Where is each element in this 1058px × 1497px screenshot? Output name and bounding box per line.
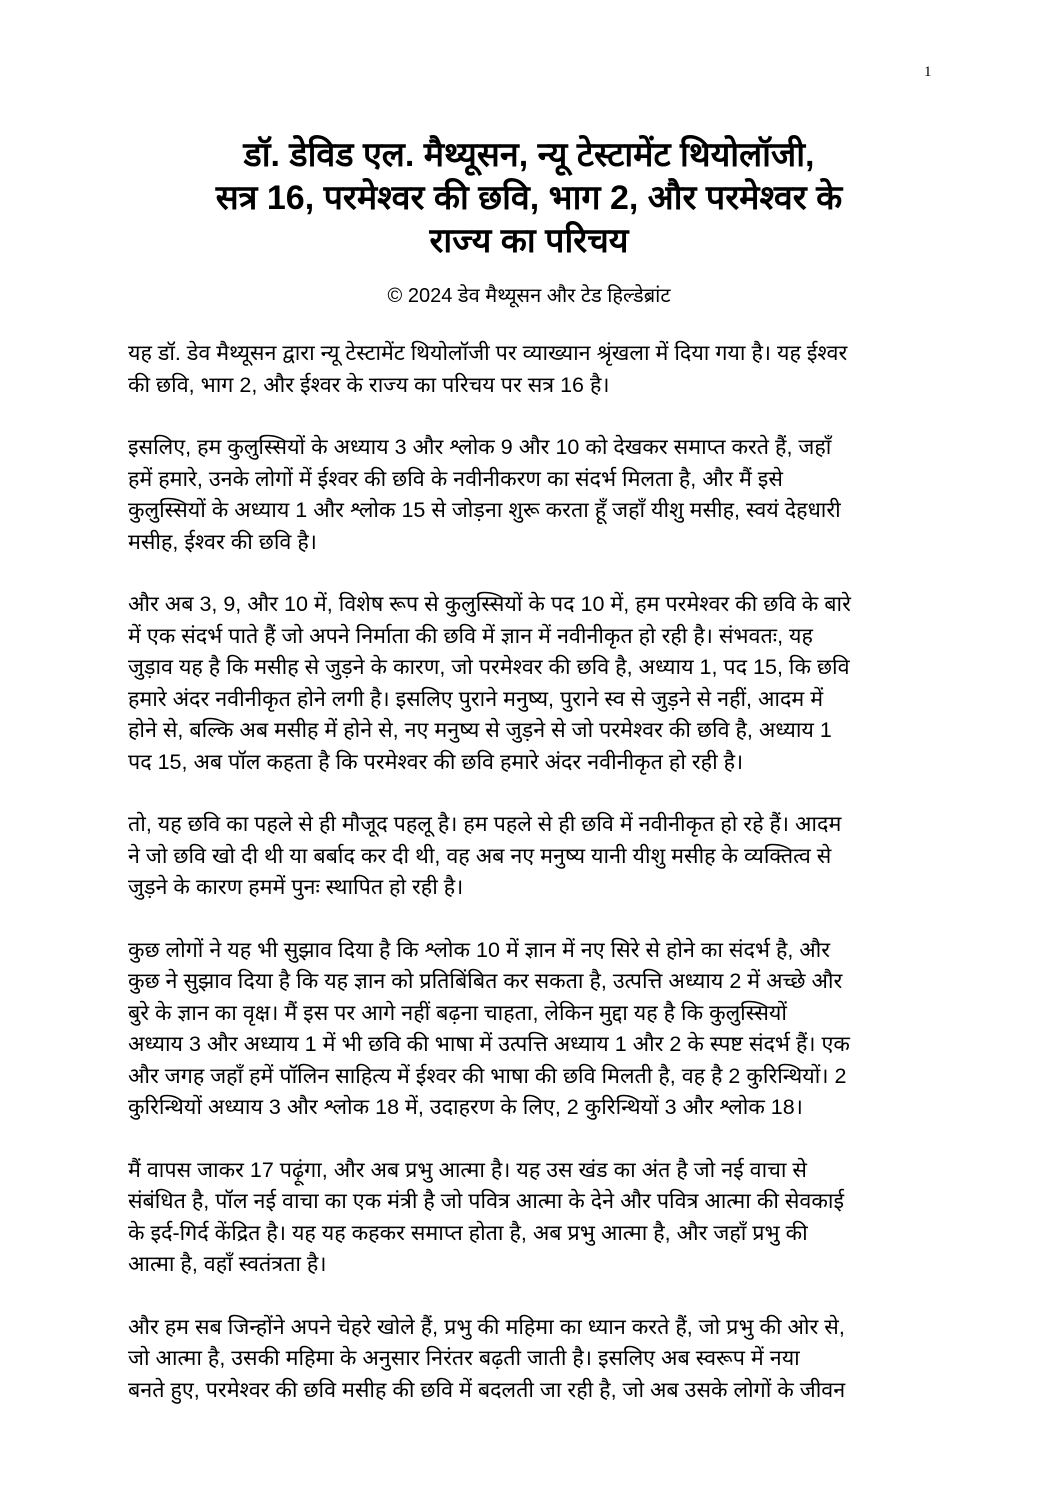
paragraph-line: बुरे के ज्ञान का वृक्ष। मैं इस पर आगे नहीं बढ़ना चाहता, लेकिन मुद्दा यह है कि कुलुस्सियों [128, 1000, 787, 1025]
paragraph [128, 935, 938, 1124]
paragraph-line: में एक संदर्भ पाते हैं जो अपने निर्माता की छवि में ज्ञान में नवीनीकृत हो रही है। संभवतः, यह [128, 623, 813, 648]
paragraph-line: आत्मा है, वहाँ स्वतंत्रता है। [128, 1252, 327, 1276]
paragraph-line: और जगह जहाँ हमें पॉलिन साहित्य में ईश्वर की भाषा की छवि मिलती है, वह है 2 कुरिन्थियों। 2 [128, 1063, 847, 1088]
document-body [128, 338, 938, 1437]
paragraph-line: ने जो छवि खो दी थी या बर्बाद कर दी थी, वह अब नए मनुष्य यानी यीशु मसीह के व्यक्तित्व से [128, 843, 832, 868]
paragraph-line: कुछ लोगों ने यह भी सुझाव दिया है कि श्लोक 10 में ज्ञान में नए सिरे से होने का संदर्भ है, और [128, 937, 831, 962]
paragraph-line: कुरिन्थियों अध्याय 3 और श्लोक 18 में, उदाहरण के लिए, 2 कुरिन्थियों 3 और श्लोक 18। [128, 1095, 803, 1119]
paragraph [128, 809, 938, 904]
paragraph-line: कुछ ने सुझाव दिया है कि यह ज्ञान को प्रतिबिंबित कर सकता है, उत्पत्ति अध्याय 2 में अच्छे और [128, 969, 843, 993]
paragraph-line: होने से, बल्कि अब मसीह में होने से, नए मनुष्य से जुड़ने से जो परमेश्वर की छवि है, अध्याय 1 [128, 718, 832, 742]
paragraph-line: के इर्द-गिर्द केंद्रित है। यह यह कहकर समाप्त होता है, अब प्रभु आत्मा है, और जहाँ प्रभु की [128, 1220, 808, 1245]
document-title [100, 134, 958, 263]
paragraph-line: हमारे अंदर नवीनीकृत होने लगी है। इसलिए पुराने मनुष्य, पुराने स्व से जुड़ने से नहीं, आदम में [128, 686, 824, 711]
paragraph [128, 432, 938, 558]
paragraph-line: बनते हुए, परमेश्वर की छवि मसीह की छवि में बदलती जा रही है, जो अब उसके लोगों के जीवन [128, 1377, 846, 1402]
paragraph-line: जुड़ाव यह है कि मसीह से जुड़ने के कारण, जो परमेश्वर की छवि है, अध्याय 1, पद 15, कि छवि [128, 655, 850, 679]
paragraph-line: जो आत्मा है, उसकी महिमा के अनुसार निरंतर बढ़ती जाती है। इसलिए अब स्वरूप में नया [128, 1346, 800, 1370]
paragraph-line: संबंधित है, पॉल नई वाचा का एक मंत्री है जो पवित्र आत्मा के देने और पवित्र आत्मा की सेवकाई [128, 1189, 845, 1213]
paragraph-line: अध्याय 3 और अध्याय 1 में भी छवि की भाषा में उत्पत्ति अध्याय 1 और 2 के स्पष्ट संदर्भ हैं। एक [128, 1032, 850, 1056]
page-number: 1 [924, 64, 932, 80]
paragraph [128, 589, 938, 778]
title-line: डॉ. डेविड एल. मैथ्यूसन, न्यू टेस्टामेंट थियोलॉजी, [243, 136, 815, 174]
paragraph-line: कुलुस्सियों के अध्याय 1 और श्लोक 15 से जोड़ना शुरू करता हूँ जहाँ यीशु मसीह, स्वयं देहधारी [128, 498, 841, 522]
title-line: राज्य का परिचय [429, 222, 629, 260]
paragraph-line: पद 15, अब पॉल कहता है कि परमेश्वर की छवि हमारे अंदर नवीनीकृत हो रही है। [128, 749, 744, 774]
paragraph-line: की छवि, भाग 2, और ईश्वर के राज्य का परिचय पर सत्र 16 है। [128, 372, 610, 397]
paragraph-line: तो, यह छवि का पहले से ही मौजूद पहलू है। हम पहले से ही छवि में नवीनीकृत हो रहे हैं। आदम [128, 812, 842, 836]
paragraph-line: हमें हमारे, उनके लोगों में ईश्वर की छवि के नवीनीकरण का संदर्भ मिलता है, और मैं इसे [128, 466, 783, 491]
paragraph-line: मैं वापस जाकर 17 पढ़ूंगा, और अब प्रभु आत्मा है। यह उस खंड का अंत है जो नई वाचा से [128, 1157, 807, 1182]
paragraph-line: इसलिए, हम कुलुस्सियों के अध्याय 3 और श्लोक 9 और 10 को देखकर समाप्त करते हैं, जहाँ [128, 435, 832, 459]
paragraph-line: मसीह, ईश्वर की छवि है। [128, 529, 317, 554]
paragraph [128, 1155, 938, 1281]
paragraph-line: यह डॉ. डेव मैथ्यूसन द्वारा न्यू टेस्टामेंट थियोलॉजी पर व्याख्यान श्रृंखला में दिया गया है। यह ईश्वर [128, 341, 848, 365]
paragraph-line: और अब 3, 9, और 10 में, विशेष रूप से कुलुस्सियों के पद 10 में, हम परमेश्वर की छवि के बारे [128, 592, 851, 616]
paragraph [128, 338, 938, 401]
paragraph [128, 1312, 938, 1407]
paragraph-line: जुड़ने के कारण हममें पुनः स्थापित हो रही है। [128, 875, 464, 899]
copyright-subtitle: © 2024 डेव मैथ्यूसन और टेड हिल्डेब्रांट [387, 285, 671, 307]
title-line: सत्र 16, परमेश्वर की छवि, भाग 2, और परमेश्वर के [215, 179, 843, 217]
paragraph-line: और हम सब जिन्होंने अपने चेहरे खोले हैं, प्रभु की महिमा का ध्यान करते हैं, जो प्रभु की ओर से, [128, 1314, 845, 1339]
